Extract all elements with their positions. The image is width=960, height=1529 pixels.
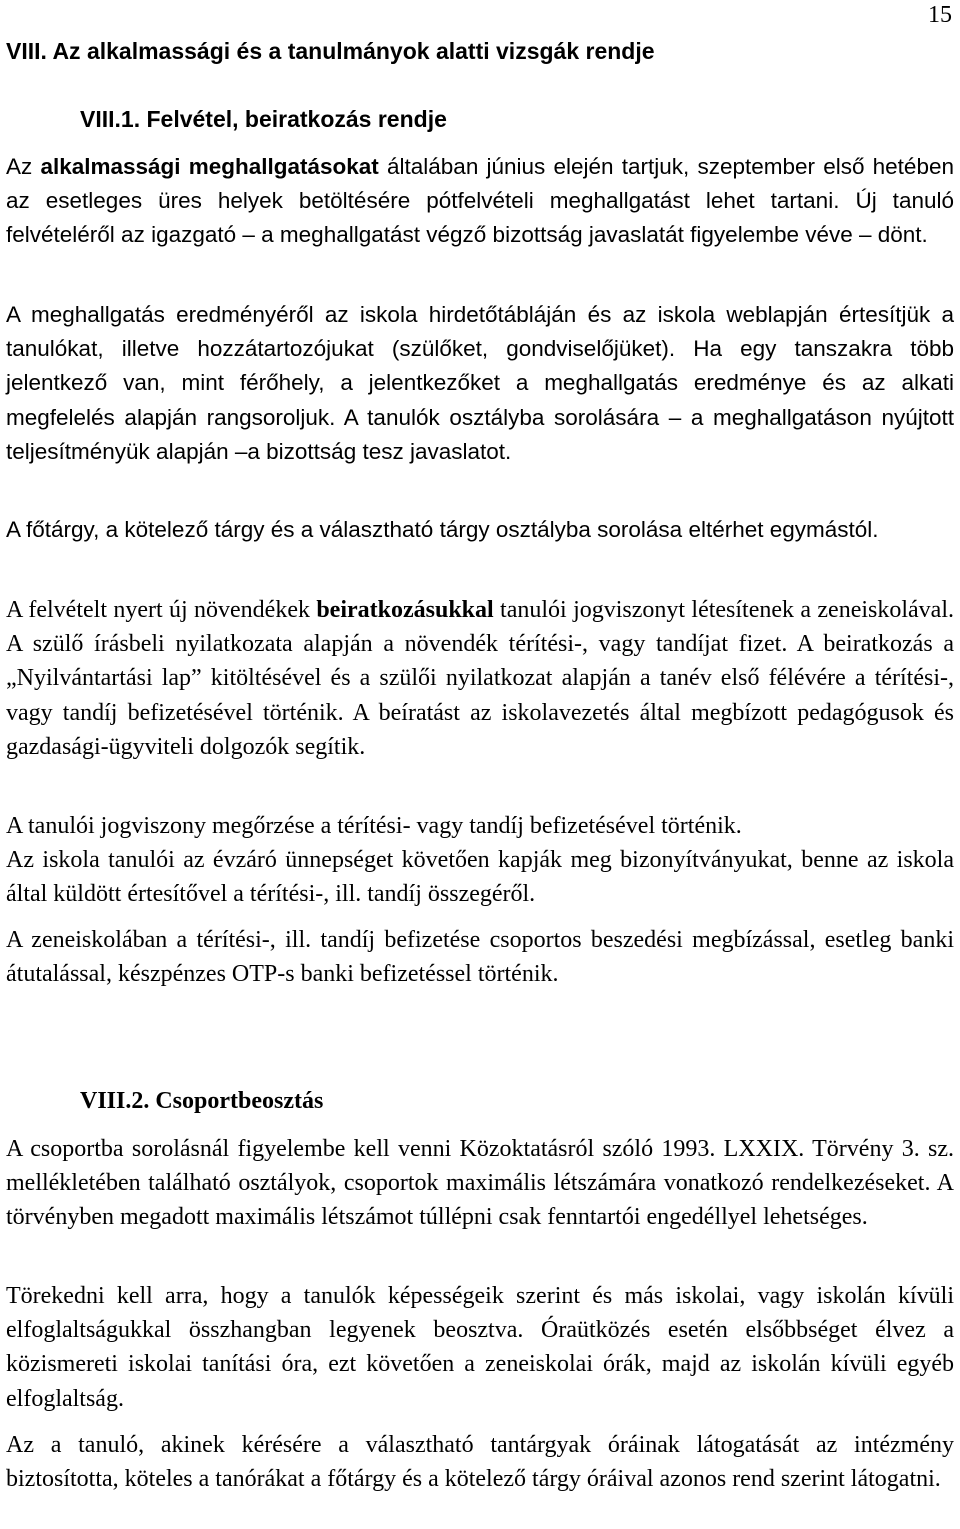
chapter-title: VIII. Az alkalmassági és a tanulmányok alatti vizsgák rendje [6, 38, 655, 64]
section-title-2: VIII.2. Csoportbeosztás [80, 1088, 324, 1114]
paragraph-student-status: A tanulói jogviszony megőrzése a térítési- vagy tandíj befizetésével történik. [6, 813, 742, 839]
text-span: tanulói jogviszonyt létesítenek a zeneiskolával. A szülő írásbeli nyilatkozata alapján a növendék térítési-, vagy tandíjat fizet. A beiratkozás a „Nyilvántartási lap” kitöltésével és a szülői nyilatkozat alapján a tanév első félévére a térítési-, vagy tandíj befizetésével történik. A beíratást az iskolavezetés által megbízott pedagógusok és gazdasági-ügyviteli dolgozók segítik. [6, 597, 954, 760]
paragraph-report-cards: Az iskola tanulói az évzáró ünnepséget követően kapják meg bizonyítványukat, benne az iskola által küldött értesítővel a térítési-, ill. tandíj összegéről. [6, 847, 954, 908]
paragraph-hearing-results: A meghallgatás eredményéről az iskola hirdetőtábláján és az iskola weblapján értesítjük a tanulókat, illetve hozzátartozójukat (szülőket, gondviselőjüket). Ha egy tanszakra több jelentkező van, mint férőhely, a jelentkezőket a meghallgatás eredménye és az alkati megfelelés alapján rangsoroljuk. A tanulók osztályba sorolására – a meghallgatáson nyújtott teljesítményük alapján –a bizottság tesz javaslatot. [6, 302, 954, 464]
text-span: Az [6, 154, 41, 179]
paragraph-payment-methods: A zeneiskolában a térítési-, ill. tandíj befizetése csoportos beszedési megbízással, esetleg banki átutalással, készpénzes OTP-s banki befizetéssel történik. [6, 927, 954, 988]
paragraph-scheduling: Törekedni kell arra, hogy a tanulók képességeik szerint és más iskolai, vagy iskolán kívüli elfoglaltságukkal összhangban legyenek beosztva. Óraütközés esetén elsőbbséget élvez a közismereti iskolai tanítási óra, ezt követően a zeneiskolai órák, majd az iskolán kívüli egyéb elfoglaltság. [6, 1283, 954, 1412]
paragraph-optional-subjects: Az a tanuló, akinek kérésére a választható tantárgyak óráinak látogatását az intézmény biztosította, köteles a tanórákat a főtárgy és a kötelező tárgy óráival azonos rend szerint látogatni. [6, 1432, 954, 1493]
paragraph-enrollment [6, 593, 954, 764]
paragraph-subject-classification: A főtárgy, a kötelező tárgy és a választható tárgy osztályba sorolása eltérhet egymástól. [6, 517, 879, 542]
bold-term: beiratkozásukkal [316, 597, 494, 623]
text-span: általában június elején tartjuk, szeptember első hetében az esetleges üres helyek betöltésére pótfelvételi meghallgatást lehet tartani. Új tanuló felvételéről az igazgató – a meghallgatást végző bizottság javaslatát figyelembe véve – dönt. [6, 154, 954, 248]
paragraph-admission-hearings [6, 150, 954, 253]
text-span: A felvételt nyert új növendékek [6, 597, 317, 623]
paragraph-group-limits: A csoportba sorolásnál figyelembe kell venni Közoktatásról szóló 1993. LXXIX. Törvény 3. sz. mellékletében található osztályok, csoportok maximális létszámára vonatkozó rendelkezéseket. A törvényben megadott maximális létszámot túllépni csak fenntartói engedéllyel lehetséges. [6, 1136, 954, 1231]
section-title-1: VIII.1. Felvétel, beiratkozás rendje [80, 106, 447, 132]
page-number: 15 [928, 2, 952, 28]
bold-term: alkalmassági meghallgatásokat [40, 154, 379, 179]
